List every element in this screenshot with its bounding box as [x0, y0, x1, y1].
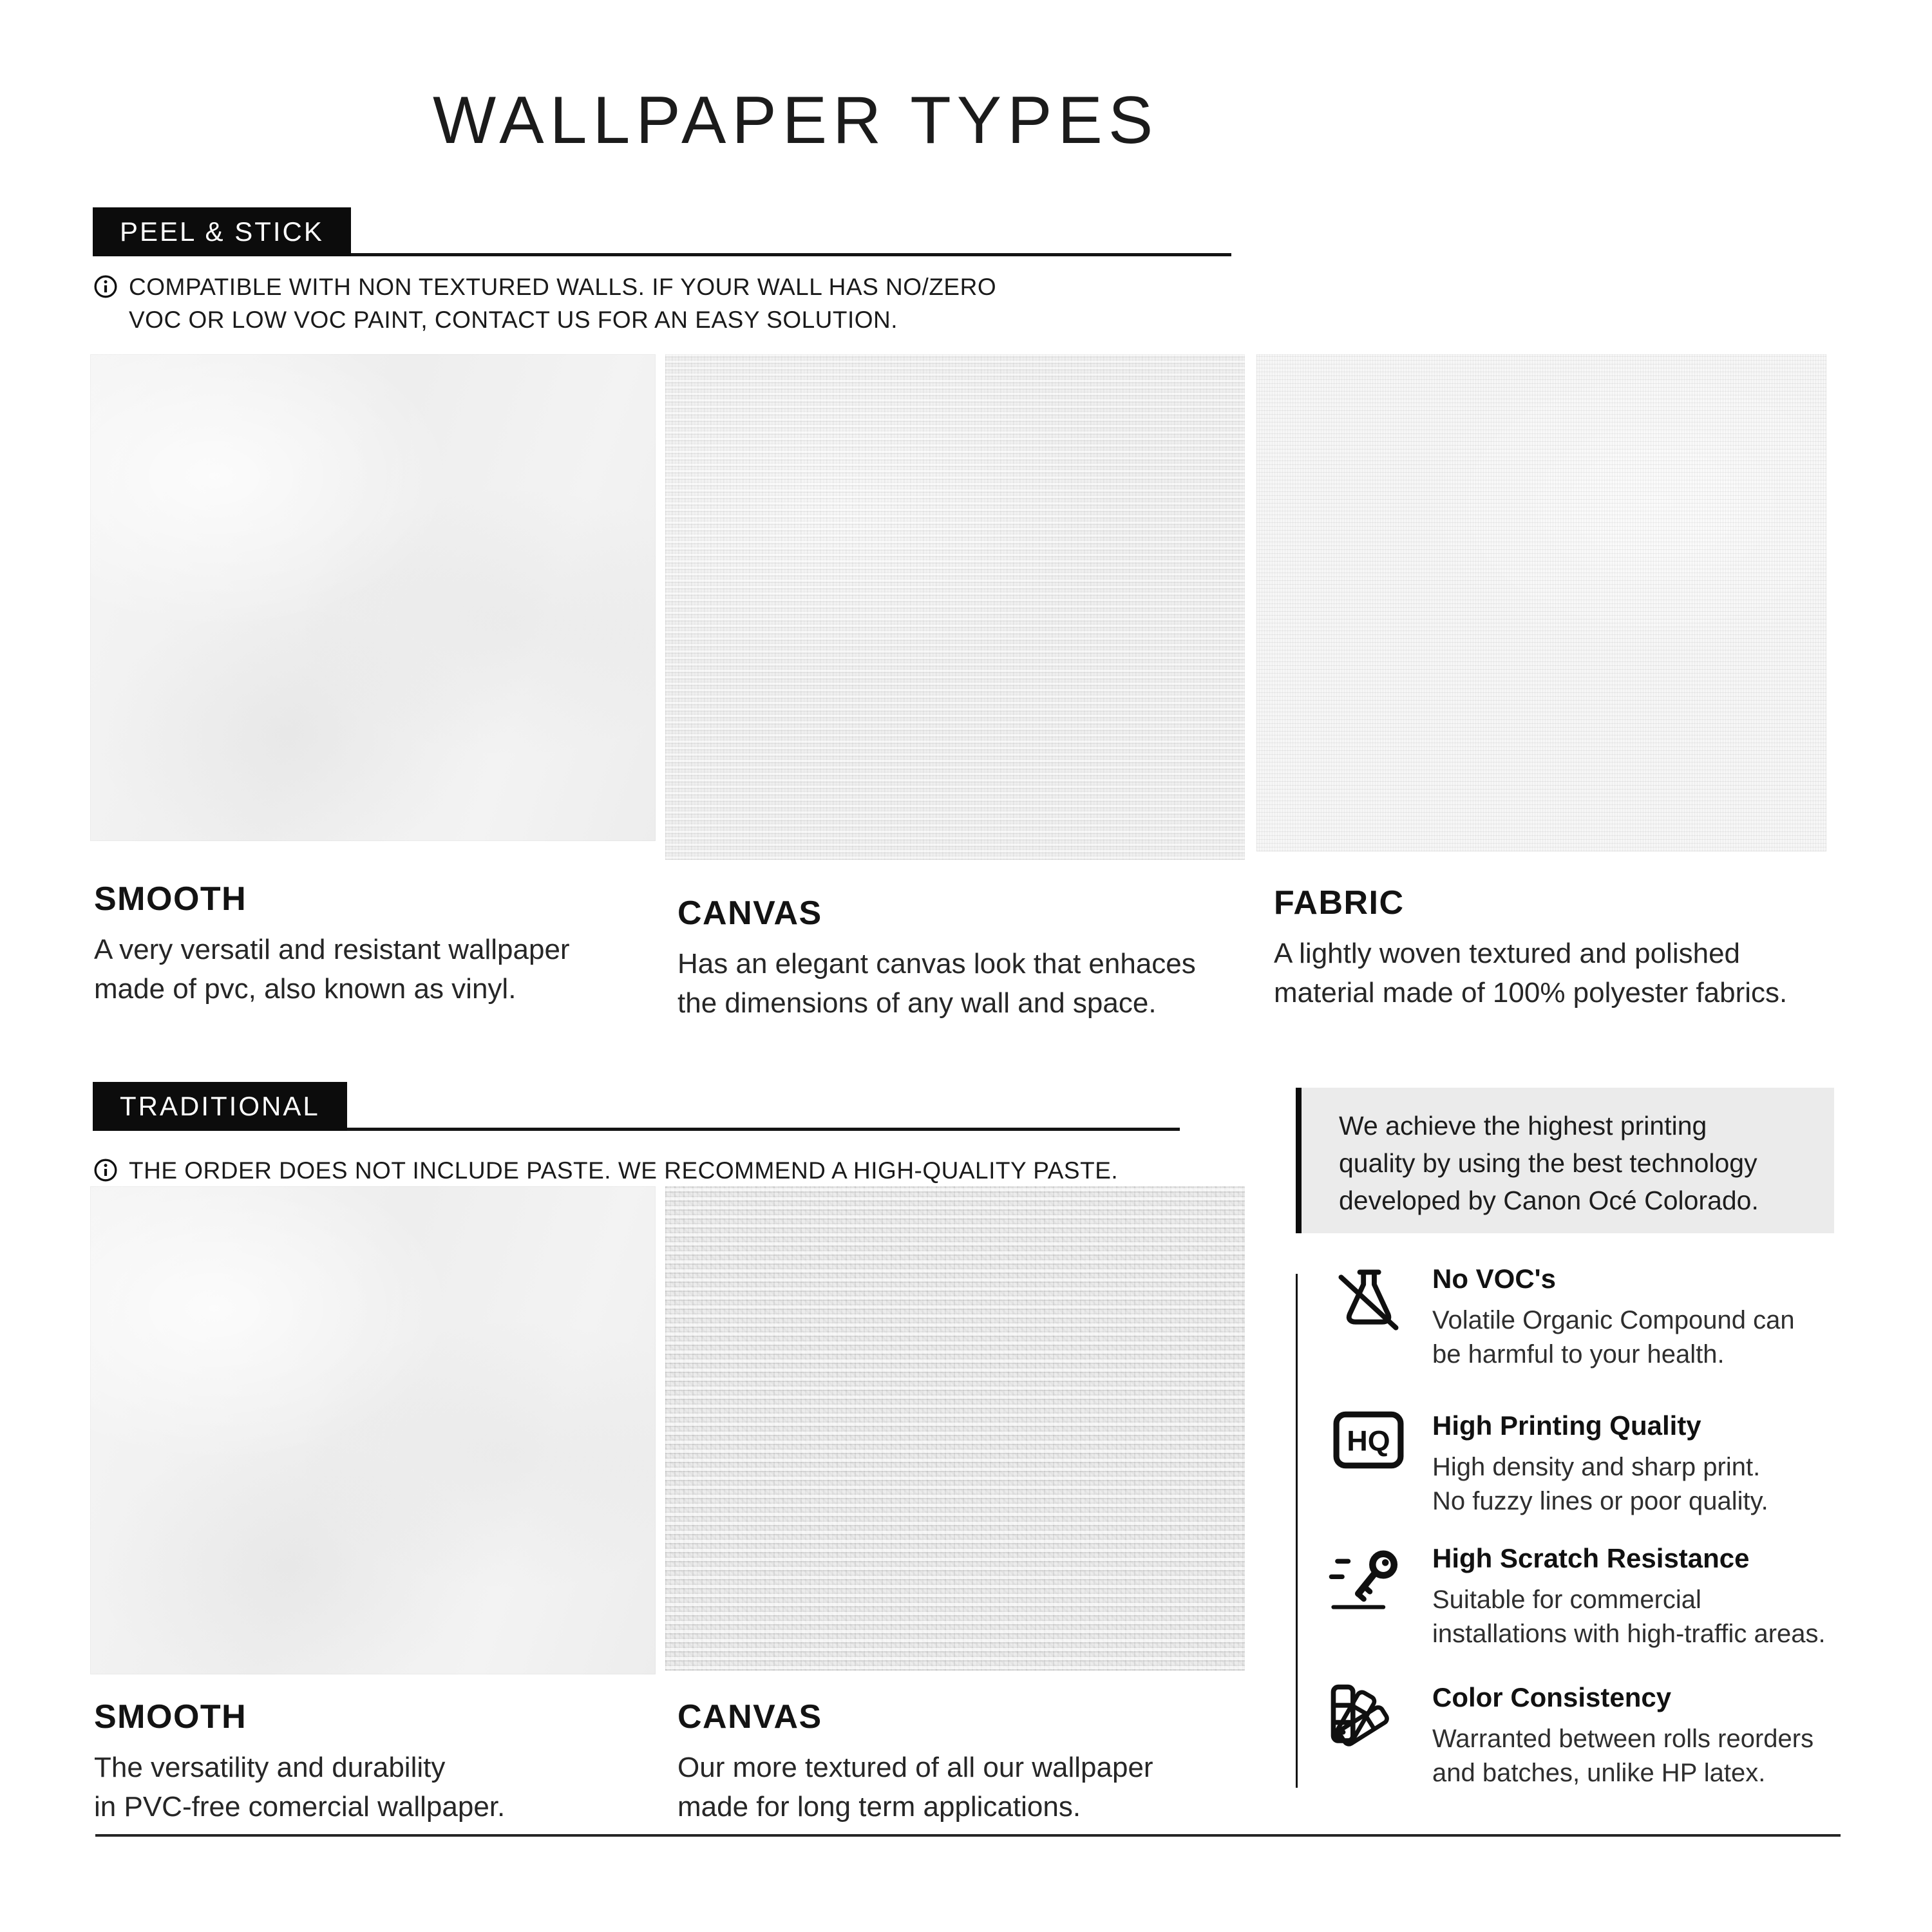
feature-text — [1432, 1543, 1826, 1651]
traditional-canvas-card — [677, 1698, 1153, 1826]
feature-description — [1432, 1450, 1768, 1519]
wallpaper-description-line1: A very versatil and resistant wallpaper — [94, 934, 570, 965]
peel-note-line1: COMPATIBLE WITH NON TEXTURED WALLS. IF YOUR WALL HAS NO/ZERO — [129, 274, 997, 300]
traditional-canvas-texture-swatch — [665, 1186, 1245, 1671]
wallpaper-description-line2: in PVC-free comercial wallpaper. — [94, 1791, 506, 1823]
callout-line3: developed by Canon Océ Colorado. — [1339, 1186, 1759, 1215]
section-badge-traditional-label: TRADITIONAL — [120, 1091, 320, 1121]
section-badge-traditional — [93, 1082, 347, 1131]
printing-quality-callout — [1296, 1088, 1834, 1233]
wallpaper-name: FABRIC — [1274, 884, 1405, 922]
section-badge-peel-stick — [93, 207, 351, 256]
feature-description — [1432, 1303, 1795, 1372]
feature-text — [1432, 1410, 1768, 1519]
traditional-smooth-texture-swatch — [90, 1186, 656, 1674]
page-title: WALLPAPER TYPES — [433, 83, 1159, 158]
wallpaper-description-line2: material made of 100% polyester fabrics. — [1274, 977, 1788, 1009]
hq-icon-label: HQ — [1347, 1425, 1390, 1457]
wallpaper-description-line2: made for long term applications. — [677, 1791, 1081, 1823]
section-badge-peel-stick-label: PEEL & STICK — [120, 216, 324, 247]
peel-fabric-card — [1274, 884, 1787, 1012]
wallpaper-description — [677, 944, 1196, 1023]
feature-description-line2: No fuzzy lines or poor quality. — [1432, 1487, 1768, 1515]
peel-note-line2: VOC OR LOW VOC PAINT, CONTACT US FOR AN EASY SOLUTION. — [129, 307, 898, 333]
peel-smooth-texture-swatch — [90, 354, 656, 841]
feature-description-line2: and batches, unlike HP latex. — [1432, 1759, 1766, 1787]
wallpaper-name: CANVAS — [677, 1698, 822, 1736]
wallpaper-name: CANVAS — [677, 895, 822, 932]
color-swatches-icon — [1320, 1682, 1417, 1790]
feature-title: High Scratch Resistance — [1432, 1543, 1750, 1573]
wallpaper-description — [1274, 934, 1787, 1012]
features-divider-line — [1296, 1274, 1298, 1788]
feature-no-vocs — [1320, 1264, 1861, 1372]
traditional-note-text: THE ORDER DOES NOT INCLUDE PASTE. WE RECOMMEND A HIGH-QUALITY PASTE. — [129, 1157, 1119, 1184]
callout-line2: quality by using the best technology — [1339, 1148, 1757, 1178]
peel-canvas-card — [677, 894, 1196, 1023]
feature-text — [1432, 1682, 1814, 1790]
feature-high-printing-quality — [1320, 1410, 1861, 1519]
peel-smooth-card — [94, 880, 570, 1009]
peel-canvas-texture-swatch — [665, 354, 1245, 860]
feature-title: No VOC's — [1432, 1264, 1557, 1294]
feature-high-scratch-resistance — [1320, 1543, 1861, 1651]
info-icon — [93, 274, 118, 336]
feature-description-line2: installations with high-traffic areas. — [1432, 1620, 1826, 1648]
feature-description-line2: be harmful to your health. — [1432, 1340, 1725, 1368]
wallpaper-name: SMOOTH — [94, 1698, 247, 1736]
wallpaper-description-line2: the dimensions of any wall and space. — [677, 987, 1157, 1019]
wallpaper-name: SMOOTH — [94, 880, 247, 918]
feature-title: Color Consistency — [1432, 1682, 1672, 1712]
feature-text — [1432, 1264, 1795, 1372]
feature-description-line1: High density and sharp print. — [1432, 1453, 1761, 1481]
wallpaper-description — [677, 1748, 1153, 1826]
wallpaper-description-line1: The versatility and durability — [94, 1752, 446, 1783]
wallpaper-description-line1: Our more textured of all our wallpaper — [677, 1752, 1153, 1783]
scratch-key-icon — [1320, 1543, 1417, 1651]
wallpaper-description-line1: Has an elegant canvas look that enhaces — [677, 948, 1196, 980]
peel-fabric-texture-swatch — [1256, 354, 1826, 851]
feature-description-line1: Suitable for commercial — [1432, 1586, 1701, 1614]
callout-line1: We achieve the highest printing — [1339, 1111, 1707, 1141]
feature-description — [1432, 1583, 1826, 1651]
peel-note-text — [129, 270, 996, 336]
feature-description — [1432, 1722, 1814, 1790]
traditional-smooth-card — [94, 1698, 505, 1826]
wallpaper-description-line1: A lightly woven textured and polished — [1274, 938, 1741, 969]
wallpaper-description — [94, 930, 570, 1009]
wallpaper-description-line2: made of pvc, also known as vinyl. — [94, 973, 516, 1005]
no-voc-flask-icon — [1320, 1264, 1417, 1372]
feature-title: High Printing Quality — [1432, 1410, 1701, 1441]
peel-section-note — [93, 270, 996, 336]
feature-color-consistency — [1320, 1682, 1861, 1790]
page-bottom-rule — [95, 1834, 1841, 1837]
feature-description-line1: Volatile Organic Compound can — [1432, 1306, 1795, 1334]
wallpaper-description — [94, 1748, 505, 1826]
hq-badge-icon — [1320, 1410, 1417, 1519]
printing-quality-callout-text — [1302, 1088, 1834, 1219]
feature-description-line1: Warranted between rolls reorders — [1432, 1725, 1814, 1753]
